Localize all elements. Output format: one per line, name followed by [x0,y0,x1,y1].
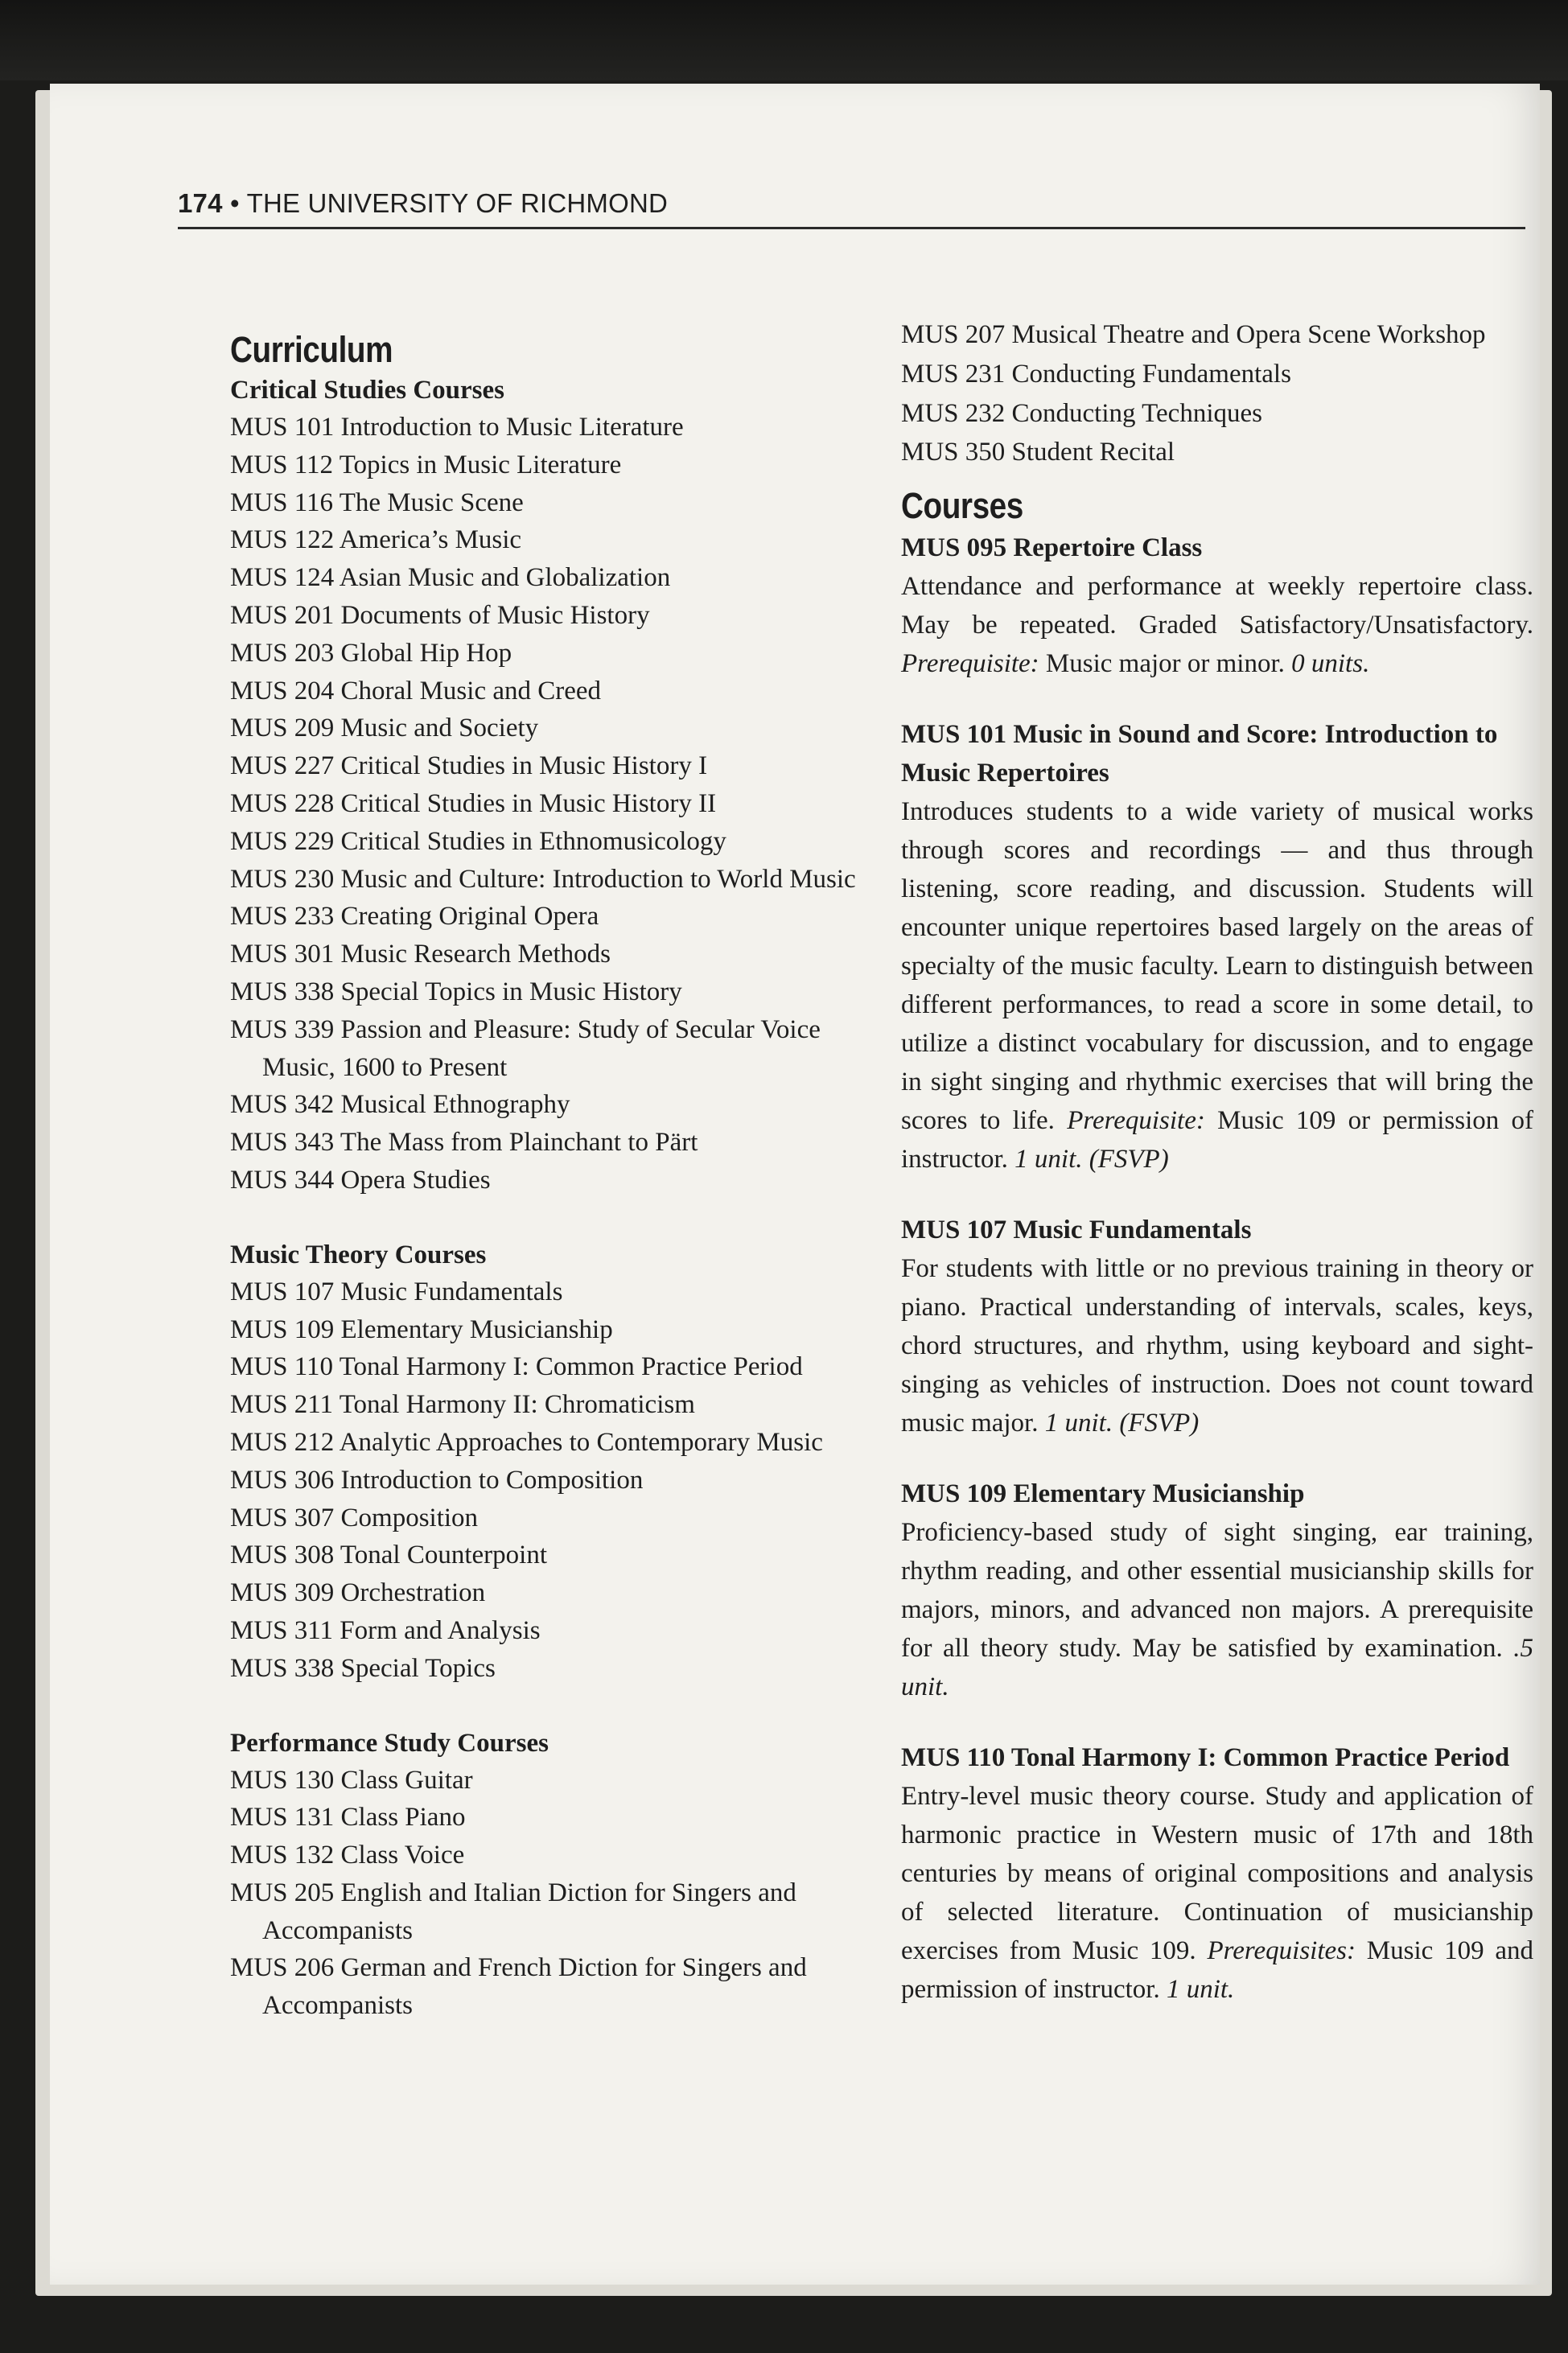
right-column [901,315,1533,2041]
course-entry [901,1475,1533,1706]
course-list-item: MUS 229 Critical Studies in Ethnomusicology [230,826,726,856]
course-list-item: MUS 339 Passion and Pleasure: Study of Secular Voice Music, 1600 to Present [230,1014,821,1082]
prerequisite-text: Music 109 or permission of instructor. [901,1106,1534,1174]
course-descriptions [901,529,1533,2009]
header-title: THE UNIVERSITY OF RICHMOND [246,188,669,218]
course-list-item: MUS 203 Global Hip Hop [230,638,512,668]
course-list-item: MUS 212 Analytic Approaches to Contemporary Music [230,1427,823,1457]
group-title-music-theory: Music Theory Courses [230,1240,487,1269]
course-description [901,1513,1533,1706]
course-credit: .5 unit. [901,1634,1534,1702]
course-list-item: MUS 132 Class Voice [230,1841,465,1870]
course-description [901,1777,1533,2009]
course-list-item: MUS 227 Critical Studies in Music History I [230,751,708,781]
course-title: MUS 095 Repertoire Class [901,533,1203,563]
course-title: MUS 110 Tonal Harmony I: Common Practice Period [901,1743,1510,1773]
course-entry [901,1738,1533,2009]
page-number: 174 [178,188,223,218]
course-list-item: MUS 301 Music Research Methods [230,940,611,969]
prerequisite-text: Music major or minor. [1045,649,1285,679]
course-list-item: MUS 307 Composition [230,1503,479,1532]
course-credit: 1 unit. (FSVP) [1014,1145,1169,1174]
course-list-item: MUS 101 Introduction to Music Literature [230,413,684,442]
course-list-item: MUS 343 The Mass from Plainchant to Pärt [230,1128,698,1158]
course-description-text: Entry-level music theory course. Study and application of harmonic practice in Western music of 17th and 18th centuries by means of original compositions and analysis of selected literature. Continuation of musicianship exercises from Music 109. [901,1782,1533,1966]
course-list-item: MUS 204 Choral Music and Creed [230,676,602,705]
course-title: MUS 107 Music Fundamentals [901,1216,1252,1245]
performance-study-list-continued [901,315,1533,472]
critical-studies-list [230,409,874,1199]
course-credit: 0 units. [1291,649,1370,679]
group-title-performance-study: Performance Study Courses [230,1728,549,1758]
course-list-item: MUS 308 Tonal Counterpoint [230,1541,548,1570]
performance-study-list [230,1762,874,2026]
course-list-item: MUS 124 Asian Music and Globalization [230,563,671,593]
course-list-item: MUS 109 Elementary Musicianship [230,1314,613,1344]
course-list-item: MUS 131 Class Piano [230,1803,466,1833]
header-separator: • [230,188,240,218]
course-title: MUS 101 Music in Sound and Score: Introduction to Music Repertoires [901,720,1498,788]
course-list-item: MUS 122 America’s Music [230,525,522,555]
course-list-item: MUS 112 Topics in Music Literature [230,450,622,479]
course-entry [901,715,1533,1179]
course-description [901,792,1533,1179]
course-list-item: MUS 107 Music Fundamentals [230,1277,563,1306]
courses-heading: Courses [901,485,1023,527]
course-list-item: MUS 233 Creating Original Opera [230,902,599,932]
course-list-item: MUS 116 The Music Scene [230,487,524,517]
course-description-text: Introduces students to a wide variety of musical works through scores and recordings — and thus through listening, score reading, and discussion. Students will encounter unique repertoires based largely on the areas of specialty of the music faculty. Learn to distinguish between different performances, to read a score in some detail, to utilize a distinct vocabulary for discussion, and to engage in sight singing and rhythmic exercises that will bring the scores to life. [901,797,1533,1136]
course-list-item: MUS 211 Tonal Harmony II: Chromaticism [230,1390,695,1420]
prerequisite-text: Music 109 and permission of instructor. [901,1936,1534,2005]
course-list-item: MUS 205 English and Italian Diction for Singers and Accompanists [230,1878,796,1945]
course-description-text: For students with little or no previous training in theory or piano. Practical understanding of intervals, scales, keys, chord structures, and rhythm, using keyboard and sight-singing as vehicles of instruction. Does not count toward music major. [901,1254,1533,1438]
course-list-item: MUS 110 Tonal Harmony I: Common Practice Period [230,1352,803,1382]
course-list-item: MUS 338 Special Topics [230,1653,496,1683]
music-theory-list [230,1273,874,1688]
course-list-item: MUS 209 Music and Society [230,714,539,743]
course-entry [901,529,1533,683]
prerequisite-label: Prerequisites: [1207,1936,1356,1966]
course-list-item: MUS 311 Form and Analysis [230,1615,541,1645]
course-list-item: MUS 130 Class Guitar [230,1765,473,1795]
course-credit: 1 unit. [1166,1975,1235,2005]
course-list-item: MUS 206 German and French Diction for Singers and Accompanists [230,1953,807,2021]
course-list-item: MUS 228 Critical Studies in Music History II [230,788,717,818]
running-header [178,187,1525,229]
course-description-text: Attendance and performance at weekly repertoire class. May be repeated. Graded Satisfactory/Unsatisfactory. [901,572,1533,640]
scan-backdrop [0,0,1568,80]
course-list-item: MUS 338 Special Topics in Music History [230,977,682,1006]
course-list-item: MUS 201 Documents of Music History [230,600,650,630]
course-list-item: MUS 342 Musical Ethnography [230,1090,570,1120]
course-credit: 1 unit. (FSVP) [1044,1409,1200,1438]
course-entry [901,1211,1533,1442]
course-list-item: MUS 350 Student Recital [901,438,1175,467]
prerequisite-label: Prerequisite: [901,649,1039,679]
course-list-item: MUS 207 Musical Theatre and Opera Scene Workshop [901,320,1486,349]
course-list-item: MUS 230 Music and Culture: Introduction to World Music [230,864,856,894]
course-description [901,1249,1533,1442]
curriculum-heading: Curriculum [230,329,393,370]
course-title: MUS 109 Elementary Musicianship [901,1479,1305,1509]
course-list-item: MUS 344 Opera Studies [230,1165,491,1195]
course-list-item: MUS 306 Introduction to Composition [230,1465,644,1495]
left-column [230,328,874,2025]
prerequisite-label: Prerequisite: [1067,1106,1205,1136]
group-title-critical-studies: Critical Studies Courses [230,376,504,405]
running-header-text [178,188,668,219]
course-list-item: MUS 231 Conducting Fundamentals [901,359,1291,389]
course-list-item: MUS 232 Conducting Techniques [901,398,1262,428]
course-list-item: MUS 309 Orchestration [230,1578,486,1608]
course-description-text: Proficiency-based study of sight singing, ear training, rhythm reading, and other essential musicianship skills for majors, minors, and advanced non majors. A prerequisite for all theory study. May be satisfied by examination. [901,1518,1533,1664]
course-description [901,567,1533,683]
